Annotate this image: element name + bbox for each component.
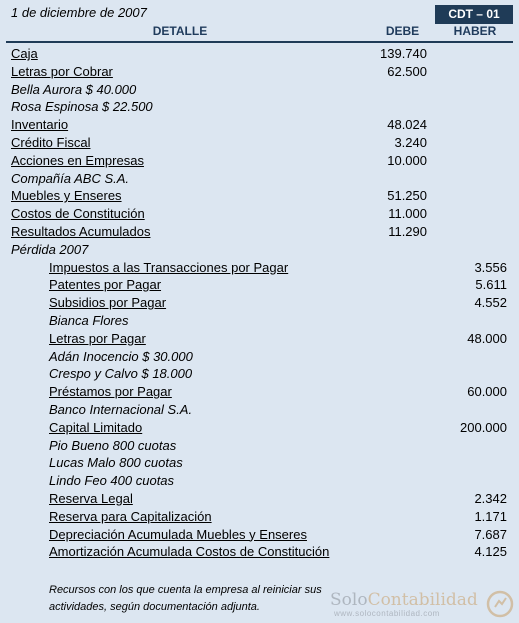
- row-label: Acciones en Empresas: [11, 152, 144, 168]
- table-row: [0, 187, 519, 205]
- row-debe: 3.240: [394, 134, 427, 150]
- row-label: Pio Bueno 800 cuotas: [49, 437, 177, 453]
- row-label: Adán Inocencio $ 30.000: [49, 348, 193, 364]
- table-row: [0, 383, 519, 401]
- row-debe: 62.500: [387, 63, 427, 79]
- row-label: Amortización Acumulada Costos de Constitución: [49, 544, 330, 560]
- row-label: Letras por Cobrar: [11, 63, 113, 79]
- row-label: Capital Limitado: [49, 419, 143, 435]
- table-row: [0, 116, 519, 134]
- table-row: [0, 276, 519, 294]
- table-row: [0, 401, 519, 419]
- row-label: Costos de Constitución: [11, 206, 145, 222]
- row-label: Reserva para Capitalización: [49, 508, 212, 524]
- table-row: [0, 508, 519, 526]
- table-row: [0, 45, 519, 63]
- row-haber: 4.125: [474, 544, 507, 560]
- row-label: Pérdida 2007: [11, 241, 89, 257]
- row-haber: 200.000: [460, 419, 507, 435]
- row-label: Lucas Malo 800 cuotas: [49, 455, 183, 471]
- table-row: [0, 241, 519, 259]
- row-label: Crédito Fiscal: [11, 134, 91, 150]
- row-label: Caja: [11, 46, 38, 61]
- code-badge: CDT – 01: [435, 5, 513, 24]
- row-label: Impuestos a las Transacciones por Pagar: [49, 259, 289, 275]
- table-row: [0, 170, 519, 188]
- header-debe: DEBE: [385, 24, 420, 38]
- header-divider: [6, 41, 513, 43]
- watermark-brand-a: Solo: [330, 590, 368, 610]
- table-row: [0, 330, 519, 348]
- row-debe: 139.740: [380, 46, 427, 61]
- row-label: Reserva Legal: [49, 490, 133, 506]
- table-row: [0, 472, 519, 490]
- row-label: Rosa Espinosa $ 22.500: [11, 99, 153, 115]
- row-haber: 5.611: [475, 277, 507, 293]
- watermark-url: www.solocontabilidad.com: [334, 609, 440, 618]
- row-haber: 60.000: [467, 384, 507, 400]
- table-row: [0, 526, 519, 544]
- row-label: Inventario: [11, 117, 69, 133]
- row-label: Depreciación Acumulada Muebles y Enseres: [49, 526, 307, 542]
- row-haber: 2.342: [474, 490, 507, 506]
- row-haber: 4.552: [474, 295, 507, 311]
- coin-logo-icon: [486, 590, 514, 618]
- table-row: [0, 312, 519, 330]
- table-row: [0, 259, 519, 277]
- table-row: [0, 98, 519, 116]
- table-row: [0, 454, 519, 472]
- table-row: [0, 543, 519, 561]
- row-label: Crespo y Calvo $ 18.000: [49, 366, 193, 382]
- row-debe: 10.000: [387, 152, 427, 168]
- row-debe: 48.024: [387, 117, 427, 133]
- table-row: [0, 205, 519, 223]
- row-label: Subsidios por Pagar: [49, 295, 167, 311]
- header-detalle: DETALLE: [152, 24, 208, 38]
- table-row: [0, 419, 519, 437]
- table-row: [0, 81, 519, 99]
- table-row: [0, 437, 519, 455]
- row-label: Bianca Flores: [49, 312, 129, 328]
- row-debe: 51.250: [387, 188, 427, 204]
- table-row: [0, 63, 519, 81]
- row-haber: 1.171: [474, 508, 507, 524]
- table-row: [0, 294, 519, 312]
- row-label: Bella Aurora $ 40.000: [11, 81, 137, 97]
- row-label: Compañía ABC S.A.: [11, 170, 130, 186]
- row-label: Banco Internacional S.A.: [49, 401, 193, 417]
- row-label: Lindo Feo 400 cuotas: [49, 473, 175, 489]
- row-label: Préstamos por Pagar: [49, 384, 172, 400]
- table-row: [0, 348, 519, 366]
- watermark-brand: [330, 590, 478, 610]
- table-row: [0, 152, 519, 170]
- row-label: Letras por Pagar: [49, 330, 146, 346]
- row-debe: 11.000: [388, 206, 427, 222]
- row-haber: 3.556: [474, 259, 507, 275]
- table-row: [0, 365, 519, 383]
- watermark-brand-b: Contabilidad: [367, 590, 478, 610]
- row-label: Resultados Acumulados: [11, 223, 151, 239]
- table-row: [0, 134, 519, 152]
- table-row: [0, 490, 519, 508]
- watermark: [330, 590, 516, 622]
- header-haber: HABER: [453, 24, 497, 38]
- row-debe: 11.290: [388, 223, 427, 239]
- footnote: Recursos con los que cuenta la empresa al reiniciar sus actividades, según documentación adjunta.: [49, 584, 322, 613]
- table-row: [0, 223, 519, 241]
- row-label: Muebles y Enseres: [11, 188, 122, 204]
- date-label: 1 de diciembre de 2007: [11, 5, 147, 20]
- table-header: [0, 24, 519, 41]
- row-haber: 7.687: [474, 526, 507, 542]
- entries-table: [0, 45, 519, 561]
- row-haber: 48.000: [467, 330, 507, 346]
- row-label: Patentes por Pagar: [49, 277, 162, 293]
